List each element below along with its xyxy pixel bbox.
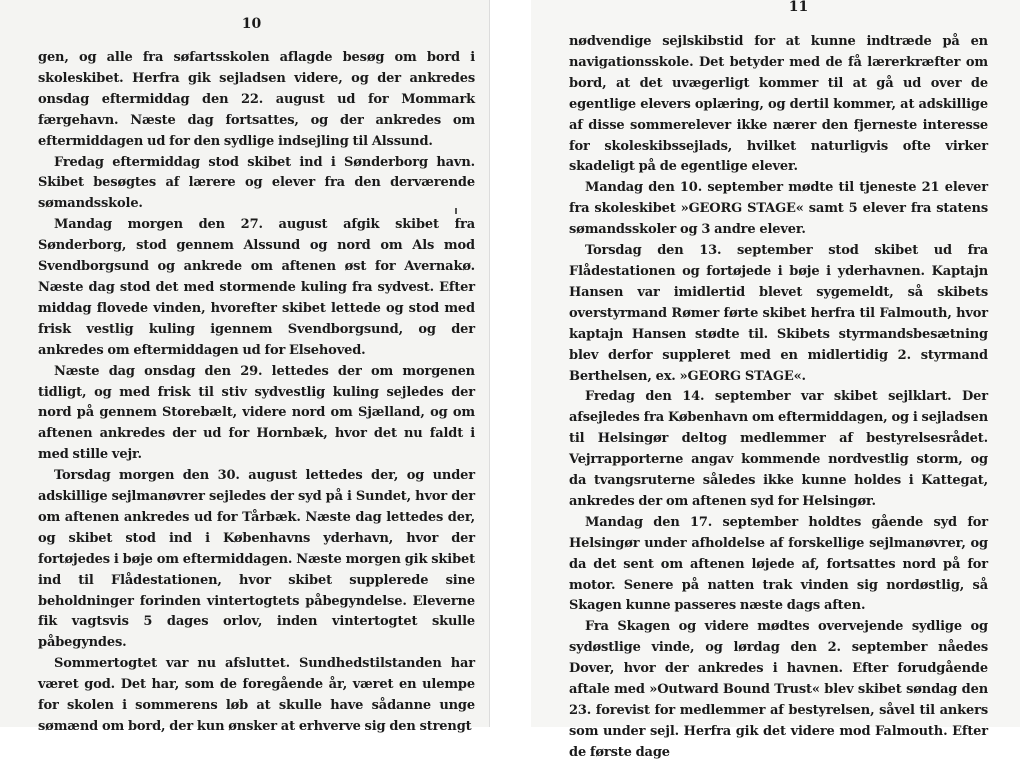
page-number-left: 10: [241, 16, 262, 32]
paragraph: Fredag den 14. september var skibet sejlklart. Der afsejledes fra København om eftermiddagen, og i sejladsen til Helsingør deltog medlemmer af bestyrelsesrådet. Vejrrapporterne angav kommende nordvestlig storm, og da tvangsruterne således ikke kunne holdes i Kattegat, ankredes der om aftenen syd for Helsingør.: [569, 389, 988, 509]
paragraph: Mandag morgen den 27. august afgik skibet fra Sønderborg, stod gennem Alssund og nord om Als mod Svendborgsund og ankrede om aftenen øst for Avernakø. Næste dag stod det med stormende kuling fra sydvest. Efter middag flovede vinden, hvorefter skibet lettede og stod med frisk vestlig kuling igennem Svendborgsund, og der ankredes om eftermiddagen ud for Elsehoved.: [38, 217, 475, 358]
page-number-right: 11: [788, 0, 809, 15]
left-page: [0, 0, 490, 734]
paragraph: Fra Skagen og videre mødtes overvejende sydlige og sydøstlige vinde, og lørdag den 2. september nåedes Dover, hvor der ankredes i havnen. Efter forudgående aftale med »Outward Bound Trust« blev skibet søndag den 23. forevist for medlemmer af bestyrelsen, såvel til ankers som under sejl. Herfra gik det videre mod Falmouth. Efter de første dage: [569, 619, 988, 760]
left-page-body: [38, 48, 475, 738]
paragraph: Mandag den 17. september holdtes gående syd for Helsingør under afholdelse af forskellige sejlmanøvrer, og da det sent om aftenen løjede af, fortsattes nord på for motor. Senere på natten trak vinden sig nordøstlig, så Skagen kunne passeres næste dags aften.: [569, 514, 988, 614]
paragraph: nødvendige sejlskibstid for at kunne indtræde på en navigationsskole. Det betyder med de få lærerkræfter om bord, at det uvægerligt kommer til at gå ud over de egentlige elevers oplæring, og dertil kommer, at adskillige af disse sommerelever ikke nærer den fjerneste interesse for skoleskibssejlads, hvilket naturligvis ofte virker skadeligt på de egentlige elever.: [569, 34, 988, 175]
paragraph: Torsdag morgen den 30. august lettedes der, og under adskillige sejlmanøvrer sejledes der syd på i Sundet, hvor der om aftenen ankredes ud for Tårbæk. Næste dag lettedes der, og skibet stod ind i Københavns yderhavn, hvor der fortøjedes i bøje om eftermiddagen. Næste morgen gik skibet ind til Flådestationen, hvor skibet supplerede sine beholdninger forinden vintertogtets påbegyndelse. Eleverne fik vagtsvis 5 dages orlov, inden vintertogtet skulle påbegyndes.: [38, 468, 475, 651]
paragraph: Mandag den 10. september mødte til tjeneste 21 elever fra skoleskibet »GEORG STAGE« samt 5 elever fra statens sømandsskoler og 3 andre elever.: [569, 180, 988, 238]
paragraph: gen, og alle fra søfartsskolen aflagde besøg om bord i skoleskibet. Herfra gik sejladsen videre, og der ankredes onsdag eftermiddag den 22. august ud for Mommark færgehavn. Næste dag fortsattes, og der ankredes om eftermiddagen ud for den sydlige indsejling til Alssund.: [38, 50, 475, 149]
paragraph: Sommertogtet var nu afsluttet. Sundhedstilstanden har været god. Det har, som de foregående år, været en ulempe for skolen i sommerens løb at skulle have sådanne unge sømænd om bord, der kun ønsker at erhverve sig den strengt: [38, 656, 475, 734]
right-page: [531, 0, 1020, 760]
paragraph: Torsdag den 13. september stod skibet ud fra Flådestationen og fortøjede i bøje i yderhavnen. Kaptajn Hansen var imidlertid blevet sygemeldt, så skibets overstyrmand Rømer førte skibet herfra til Falmouth, hvor kaptajn Hansen stødte til. Skibets styrmandsbesætning blev derfor suppleret med en midlertidig 2. styrmand Berthelsen, ex. »GEORG STAGE«.: [569, 243, 988, 384]
ink-mark: [455, 208, 457, 214]
right-page-body: [569, 32, 988, 764]
paragraph: Næste dag onsdag den 29. lettedes der om morgenen tidligt, og med frisk til stiv sydvestlig kuling sejledes der nord på gennem Storebælt, videre nord om Sjælland, og om aftenen ankredes der ud for Hornbæk, hvor det nu faldt i med stille vejr.: [38, 363, 475, 463]
paragraph: Fredag eftermiddag stod skibet ind i Sønderborg havn. Skibet besøgtes af lærere og elever fra den derværende sømandsskole.: [38, 154, 475, 212]
book-spine-gap: [490, 0, 531, 727]
